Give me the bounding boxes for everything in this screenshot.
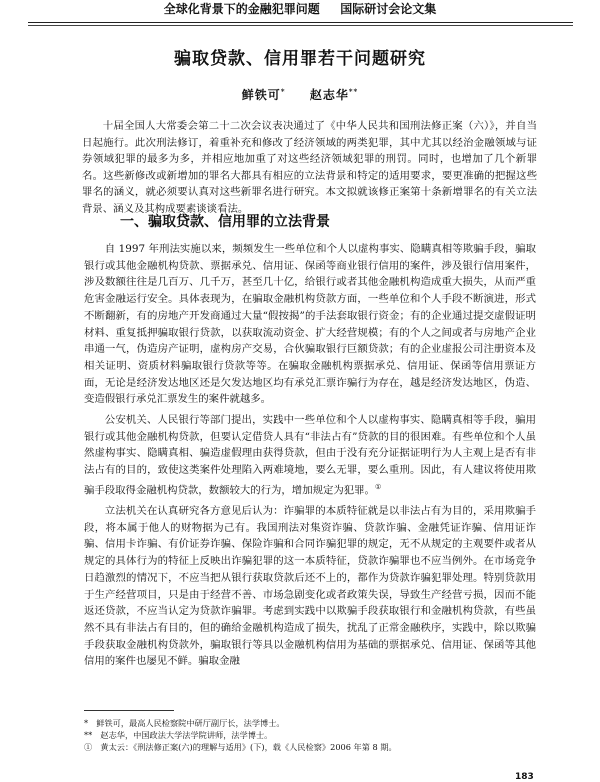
- body-paragraph: 自 1997 年刑法实施以来，频频发生一些单位和个人以虚构事实、隐瞒真相等欺骗手段，骗取银行或其他金融机构贷款、票据承兑、信用证、保函等商业银行信用的案件，涉及银行信用案件，涉及数额往往是几百万、几千万，甚至几十亿，给银行或者其他金融机构造成重大损失，从而严重危害金融运行安全。具体表现为，在骗取金融机构贷款方面，一些单位和个人手段不断演进，形式不断翻新，有的房地产开发商通过大量“假按揭”的手法套取银行资金；有的企业通过提交虚假证明材料、重复抵押骗取银行贷款，以获取流动资金、扩大经营规模；有的个人之间或者与房地产企业串通一气，伪造房产证明，虚构房产交易，合伙骗取银行巨额贷款；有的企业虚报公司注册资本及相关证明、资质材料骗取银行贷款等等。在骗取金融机构票据承兑、信用证、保函等信用票证方面，无论是经济发达地区还是欠发达地区均有承兑汇票诈骗行为存在，越是经济发达地区，伪造、变造假银行承兑汇票发生的案件就越多。: [84, 243, 536, 406]
- article-title: 骗取贷款、信用罪若干问题研究: [174, 49, 426, 69]
- author-note-mark: **: [348, 87, 359, 96]
- book-title: 全球化背景下的金融犯罪问题: [163, 2, 320, 16]
- section-heading: 一、骗取贷款、信用罪的立法背景: [120, 214, 330, 230]
- header-rule-thin: [28, 25, 573, 26]
- article-body: [84, 241, 536, 674]
- running-header: [0, 0, 600, 30]
- page-number: 183: [515, 772, 534, 782]
- author-line: [0, 86, 600, 103]
- abstract-paragraph: 十届全国人大常委会第二十二次会议表决通过了《中华人民共和国刑法修正案（六）》，并自当日起施行。此次刑法修订，着重补充和修改了经济领域的两类犯罪，其中尤其以经治金融领域与证券领域犯罪的最多为多，并相应地加重了对这些经济领域犯罪的刑罚。同时，也增加了几个新罪名。这些新修改或新增加的罪名大都具有相应的立法背景和特定的适用要求，要更准确的把握这些罪名的涵义，就必须要认真对这些新罪名进行研究。本文拟就该修正案第十条新增罪名的有关立法背景、涵义及其构成要素谈谈看法。: [82, 120, 537, 215]
- body-paragraph-text: 公安机关、人民银行等部门提出，实践中一些单位和个人以虚构事实、隐瞒真相等手段，骗用银行或其他金融机构贷款，但要认定借贷人具有“非法占有”贷款的目的很困难。有些单位和个人虽然虚构事实、隐瞒真相、骗造虚假理由获得贷款，但由于没有充分证据证明行为人主观上是否有非法占有的目的，致使这类案件处理陷入两难境地，要么无罪，要么重刑。因此，有人建议将使用欺骗手段取得金融机构贷款，数额较大的行为，增加规定为犯罪。: [84, 414, 536, 497]
- author-note-mark: *: [280, 87, 286, 96]
- footnote: * 鲜铁可，最高人民检察院中研厅副厅长，法学博士。: [84, 718, 285, 728]
- author-name: 鲜铁可: [241, 88, 281, 102]
- body-paragraph: 立法机关在认真研究各方意见后认为：诈骗罪的本质特征就是以非法占有为目的，采用欺骗手段，将本属于他人的财物据为己有。我国刑法对集资诈骗、贷款诈骗、金融凭证诈骗、信用证诈骗、信用卡诈骗、有价证券诈骗、保险诈骗和合同诈骗犯罪的规定，无不从规定的主观要件或者从规定的具体行为的特征上反映出诈骗犯罪的这一本质特征，贷款诈骗罪也不应当例外。在市场竞争日趋激烈的情况下，不应当把从银行获取贷款后还不上的，都作为贷款诈骗犯罪处理。特别贷款用于生产经营项目，只是由于经营不善、市场急剧变化或者政策失误，导致生产经营亏损，因而不能返还贷款，不应当认定为贷款诈骗罪。考虑到实践中以欺骗手段获取银行和金融机构贷款，有些虽然不具有非法占有目的，但的确给金融机构造成了损失，扰乱了正常金融秩序，实践中，除以欺骗手段获取金融机构贷款外，骗取银行等具以金融机构信用为基础的票据承兑、信用证、保函等其他信用的案件也屡见不鲜。骗取金融: [84, 505, 536, 668]
- footnote-ref: ①: [374, 482, 382, 491]
- footnote: ** 赵志华，中国政法大学法学院讲师，法学博士。: [84, 730, 273, 740]
- book-subtitle: 国际研讨会论文集: [340, 2, 437, 16]
- header-rule: [28, 22, 573, 23]
- body-paragraph: [84, 412, 536, 499]
- footnote: ① 黄太云：《刑法修正案(六)的理解与适用》(下)，载《人民检察》2006 年第 8 期。: [84, 742, 397, 752]
- author-name: 赵志华: [309, 88, 349, 102]
- footnote-rule: [84, 710, 174, 711]
- footnotes: [84, 710, 536, 753]
